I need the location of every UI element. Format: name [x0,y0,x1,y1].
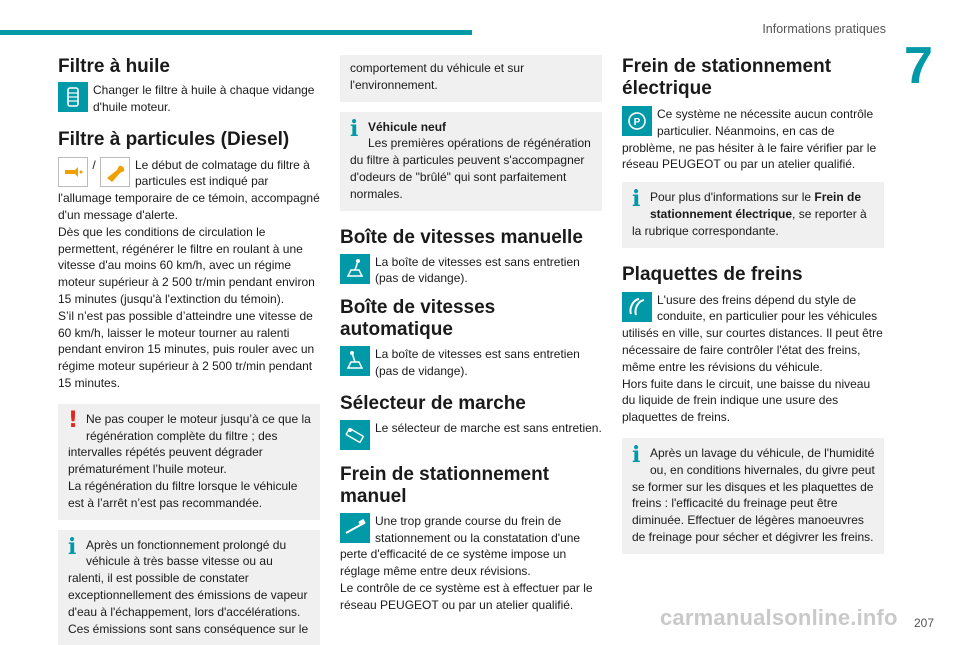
filtre-huile-section [58,82,320,116]
info-frein-text-pre: Pour plus d'informations sur le [650,190,815,205]
heading-frein-manuel: Frein de stationnement manuel [340,463,550,507]
svg-text:P: P [633,117,641,128]
info-icon: i [350,115,359,142]
section-title: Informations pratiques [762,22,886,36]
warning-text-1: Ne pas couper le moteur jusqu’à ce que la régénération complète du filtre ; des intervalles répétés peuvent dégrader prématurément l’huile moteur. [68,411,311,477]
chapter-number: 7 [904,37,933,95]
info-box-vapeur-cont [340,55,602,102]
info-lavage-text: Après un lavage du véhicule, de l'humidité ou, en conditions hivernales, du givre peut se former sur les disques et les plaquettes de freins : l'efficacité du freinage peut être diminuée. Effectuer de légères manoeuvres de freinage pour sécher et dégivrer les freins. [632,445,875,544]
brake-pads-icon [622,292,652,322]
heading-selecteur: Sélecteur de marche [340,392,526,414]
dpf-warning-icon [58,157,88,187]
oil-filter-icon [58,82,88,112]
selecteur-text: Le sélecteur de marche est sans entretien. [375,420,602,435]
frein-electrique-text: Ce système ne nécessite aucun contrôle particulier. Néanmoins, en cas de problème, ne pas hésiter à le faire vérifier par le réseau PEUGEOT ou par un atelier qualifié. [622,107,877,172]
icon-separator: / [92,157,96,172]
info-vapeur-text-cont: comportement du véhicule et sur l'environnement. [350,61,525,92]
column-2 [340,55,602,614]
dpf-icons [58,157,130,187]
gear-selector-icon [340,420,370,450]
info-frein-text-bold: Frein de stationnement électrique [650,190,862,221]
frein-electrique-section [622,106,884,173]
filtre-huile-text: Changer le filtre à huile à chaque vidange d'huile moteur. [93,83,315,114]
selecteur-section [340,420,602,452]
header-bar [0,30,472,35]
filtre-particules-text-2: Dès que les conditions de circulation le permettent, régénérer le filtre en roulant à une vitesse d'au moins 60 km/h, avec un régime moteur supérieur à 2 500 tr/min pendant environ 15 minutes (jusqu'à l'extinction du témoin). [58,224,315,306]
warning-box [58,404,320,520]
filtre-particules-text-1: Le début de colmatage du filtre à particules est indiqué par l'allumage temporaire de ce témoin, accompagné d'un message d'alerte. [58,157,320,222]
plaquettes-text-1: L'usure des freins dépend du style de conduite, en particulier pour les véhicules utilisés en ville, sur courtes distances. Il peut être nécessaire de faire contrôler l'état des freins, même entre les révisions du véhicule. [622,292,883,374]
electric-parking-brake-icon [622,106,652,136]
heading-boite-auto: Boîte de vitesses automatique [340,297,496,341]
automatic-gearbox-icon [340,346,370,376]
heading-filtre-particules: Filtre à particules (Diesel) [58,128,290,150]
info-icon: i [632,186,641,213]
info-icon: i [632,441,641,468]
column-3 [622,56,884,554]
plaquettes-text-2: Hors fuite dans le circuit, une baisse du niveau du liquide de frein indique une usure des plaquettes de freins. [622,376,871,425]
info-box-vehicule-neuf [340,112,602,211]
boite-auto-section [340,346,602,380]
heading-boite-manuelle: Boîte de vitesses manuelle [340,226,583,248]
boite-manuelle-section [340,254,602,288]
warning-text-2: La régénération du filtre lorsque le véhicule est à l’arrêt n’est pas recommandée. [68,478,298,510]
heading-filtre-huile: Filtre à huile [58,56,170,77]
info-box-vapeur [58,530,320,645]
heading-plaquettes: Plaquettes de freins [622,263,803,285]
boite-auto-text: La boîte de vitesses est sans entretien (pas de vidange). [375,347,580,378]
plaquettes-section [622,292,884,426]
info-box-lavage [622,438,884,554]
column-1 [58,50,320,645]
info-vapeur-text: Après un fonctionnement prolongé du véhicule à très basse vitesse ou au ralenti, il est possible de constater exceptionnellement des émissions de vapeur d'eau à l'échappement, lors d'accélérations. Ces émissions sont sans conséquence sur le [68,537,309,636]
frein-manuel-text-1: Une trop grande course du frein de stationnement ou la constatation d'une perte d'efficacité de ce système impose un réglage même entre deux révisions. [340,513,581,579]
service-wrench-icon [100,157,130,187]
frein-manuel-text-2: Le contrôle de ce système est à effectuer par le réseau PEUGEOT ou par un atelier qualifié. [340,580,593,612]
page-number: 207 [913,616,934,630]
handbrake-icon [340,513,370,543]
filtre-particules-text-3: S’il n’est pas possible d’atteindre une vitesse de 60 km/h, laisser le moteur tourner au ralenti pendant environ 15 minutes, puis rouler avec un régime moteur supérieur à 2 500 tr/min pendant 15 minutes. [58,308,315,390]
vehicule-neuf-title: Véhicule neuf [368,119,447,134]
frein-manuel-section [340,513,602,614]
info-frein-text-post: , se reporter à la rubrique correspondante. [632,206,867,238]
warning-icon: ! [68,407,79,433]
gearbox-icon [340,254,370,284]
heading-frein-electrique: Frein de stationnement électrique [622,56,832,99]
boite-manuelle-text: La boîte de vitesses est sans entretien (pas de vidange). [375,254,580,286]
watermark: carmanualsonline.info [660,605,898,630]
info-box-frein-electrique [622,182,884,247]
info-icon: i [68,533,77,560]
filtre-particules-section [58,157,320,392]
vehicule-neuf-text: Les premières opérations de régénération du filtre à particules peuvent s'accompagner d'odeurs de "brûlé" qui sont parfaitement normales. [350,136,591,201]
